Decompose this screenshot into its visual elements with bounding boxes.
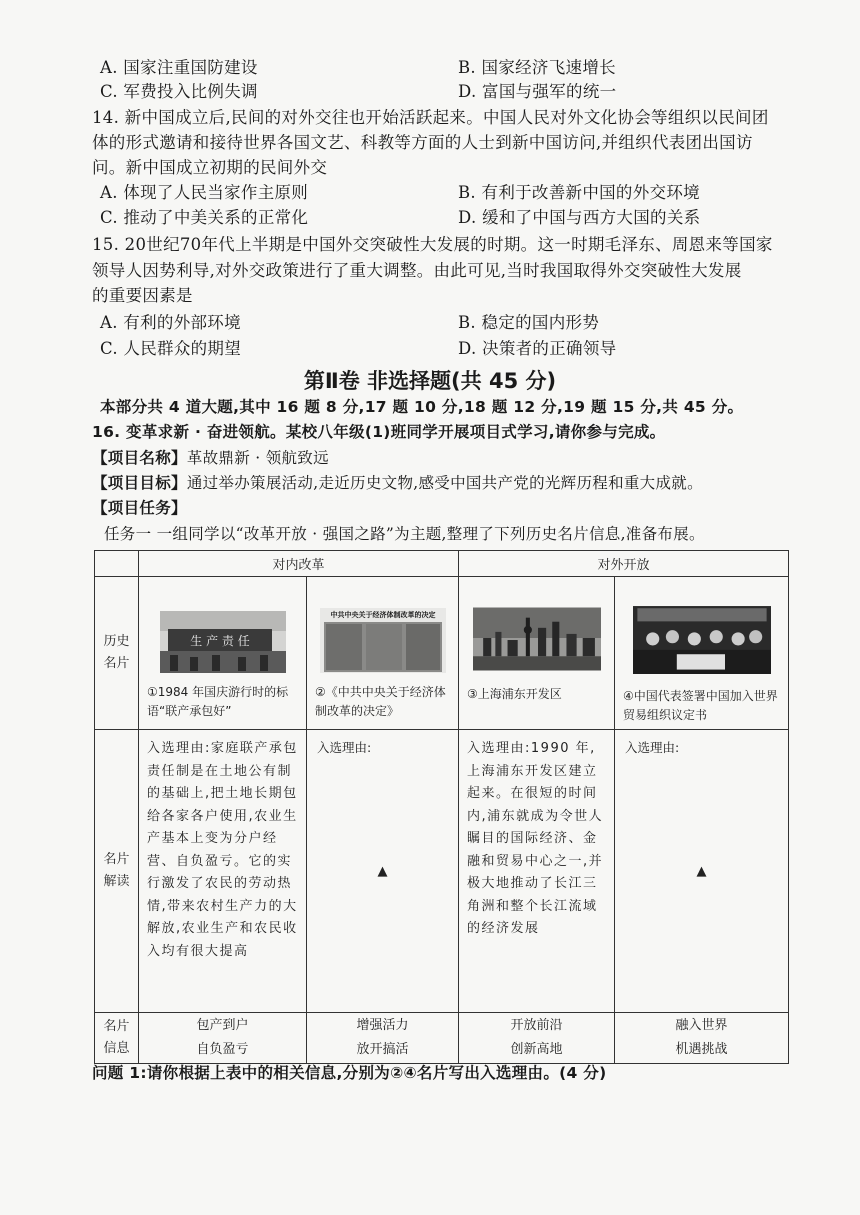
project-goal-label: 【项目目标】: [92, 474, 187, 492]
q15-stem-line2: 领导人因势利导,对外交政策进行了重大调整。由此可见,当时我国取得外交突破性大发展: [92, 261, 742, 280]
answer-placeholder-triangle: ▲: [377, 863, 388, 879]
card1-info: 包产到户 自负盈亏: [139, 1013, 307, 1064]
history-card-table: [94, 550, 789, 1064]
q15-option-c: C. 人民群众的期望: [100, 339, 242, 358]
q13-option-c: C. 军费投入比例失调: [100, 82, 258, 101]
card2-info: 增强活力 放开搞活: [307, 1013, 459, 1064]
card3-caption: ③上海浦东开发区: [467, 687, 562, 701]
project-task-label: 【项目任务】: [92, 499, 187, 517]
q13-option-b: B. 国家经济飞速增长: [458, 58, 616, 77]
card4-reason-label: 入选理由:: [625, 740, 680, 755]
card4-caption: ④中国代表签署中国加入世界贸易组织议定书: [623, 689, 778, 722]
card1-narrative: 入选理由:家庭联产承包责任制是在土地公有制的基础上,把土地长期包给各家各户使用,农业生产基本上变为分户经营、自负盈亏。它的实行激发了农民的劳动热情,带来农村生产力的大解放,农业生产和农民收入均有很大提高: [139, 730, 307, 1013]
q16-task1: 任务一 一组同学以“改革开放 · 强国之路”为主题,整理了下列历史名片信息,准备布展。: [104, 525, 705, 543]
q14-option-d: D. 缓和了中国与西方大国的关系: [458, 208, 701, 227]
row-label-info: 名片 信息: [95, 1013, 139, 1064]
card4-cell: [615, 577, 789, 730]
project-name-value: 革故鼎新 · 领航致远: [186, 449, 329, 467]
card2-cell: [307, 577, 459, 730]
header-opening-up: 对外开放: [459, 551, 789, 577]
parade-slogan-photo: [160, 611, 286, 673]
q15-option-a: A. 有利的外部环境: [100, 313, 241, 332]
card3-narrative: 入选理由:1990 年,上海浦东开发区建立起来。在很短的时间内,浦东就成为令世人瞩目的国际经济、金融和贸易中心之一,并极大地推动了长江三角洲和整个长江流域的经济发展: [459, 730, 615, 1013]
section-intro: 本部分共 4 道大题,其中 16 题 8 分,17 题 10 分,18 题 12 分,19 题 15 分,共 45 分。: [100, 398, 744, 416]
q14-option-c: C. 推动了中美关系的正常化: [100, 208, 309, 227]
q16-project-goal: [92, 471, 703, 495]
card4-narrative: [615, 730, 789, 1013]
q13-option-d: D. 富国与强军的统一: [458, 82, 617, 101]
q15-stem-line3: 的重要因素是: [92, 286, 193, 305]
wto-signing-photo: [633, 603, 771, 677]
card2-caption: ②《中共中央关于经济体制改革的决定》: [315, 685, 446, 718]
q14-option-b: B. 有利于改善新中国的外交环境: [458, 183, 700, 202]
card1-cell: [139, 577, 307, 730]
section-title: 第Ⅱ卷 非选择题(共 45 分): [303, 369, 557, 393]
row-label-narrative: 名片 解读: [95, 730, 139, 1013]
q15-option-b: B. 稳定的国内形势: [458, 313, 600, 332]
q14-stem-line1: 14. 新中国成立后,民间的对外交往也开始活跃起来。中国人民对外文化协会等组织以民间团: [92, 108, 769, 127]
q15-stem-line1: 15. 20世纪70年代上半期是中国外交突破性大发展的时期。这一时期毛泽东、周恩来等国家: [92, 235, 773, 254]
project-goal-value: 通过举办策展活动,走近历史文物,感受中国共产党的光辉历程和重大成就。: [186, 474, 703, 492]
header-domestic-reform: 对内改革: [139, 551, 459, 577]
q16-question1: 问题 1:请你根据上表中的相关信息,分别为②④名片写出入选理由。(4 分): [92, 1064, 607, 1082]
card1-caption: ①1984 年国庆游行时的标语“联产承包好”: [147, 685, 289, 718]
card2-reason-label: 入选理由:: [317, 740, 372, 755]
answer-placeholder-triangle: ▲: [696, 863, 707, 879]
card3-cell: [459, 577, 615, 730]
card4-info: 融入世界 机遇挑战: [615, 1013, 789, 1064]
q14-stem-line2: 体的形式邀请和接待世界各国文艺、科教等方面的人士到新中国访问,并组织代表团出国访: [92, 133, 753, 152]
card3-info: 开放前沿 创新高地: [459, 1013, 615, 1064]
card2-narrative: [307, 730, 459, 1013]
q16-project-name: [92, 446, 329, 470]
corner-cell: [95, 551, 139, 577]
pudong-skyline-photo: [473, 603, 601, 675]
svg-text:生 产 责 任: 生 产 责 任: [189, 634, 250, 648]
project-name-label: 【项目名称】: [92, 449, 187, 467]
row-label-cards: 历史 名片: [95, 577, 139, 730]
q13-option-a: A. 国家注重国防建设: [100, 58, 258, 77]
q15-option-d: D. 决策者的正确领导: [458, 339, 617, 358]
newspaper-document-image: [320, 605, 446, 673]
svg-text:中共中央关于经济体制改革的决定: 中共中央关于经济体制改革的决定: [330, 611, 435, 619]
q14-stem-line3: 问。新中国成立初期的民间外交: [92, 158, 328, 177]
q14-option-a: A. 体现了人民当家作主原则: [100, 183, 309, 202]
q16-stem: 16. 变革求新 · 奋进领航。某校八年级(1)班同学开展项目式学习,请你参与完成。: [92, 423, 666, 441]
